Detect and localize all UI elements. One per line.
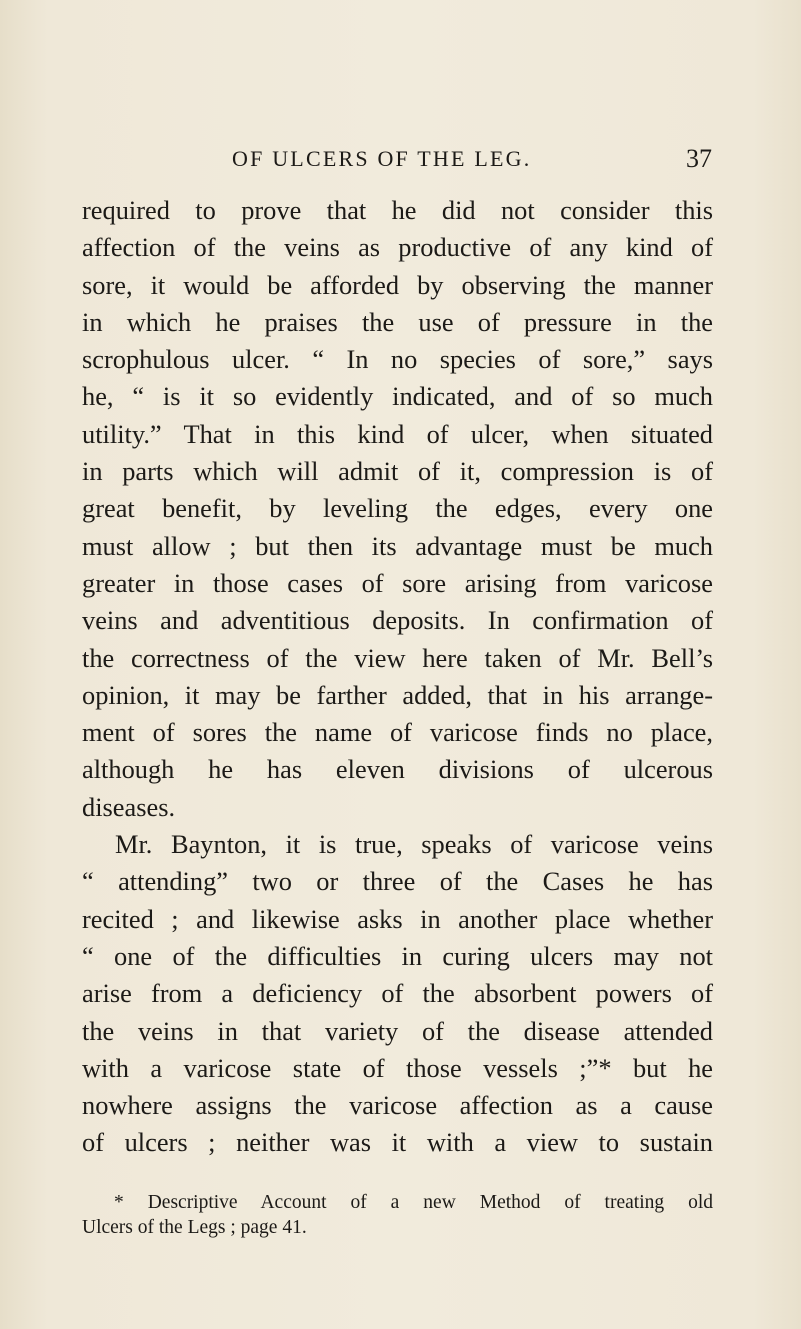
body-line-8: in parts which will admit of it, compression is of — [82, 456, 713, 487]
running-head — [232, 142, 712, 176]
body-line-4: in which he praises the use of pressure in the — [82, 306, 713, 337]
footnote-line-1: * Descriptive Account of a new Method of treating old — [114, 1192, 713, 1213]
running-title: OF ULCERS OF THE LEG. — [232, 146, 532, 171]
page-number: 37 — [686, 144, 712, 173]
body-line-7: utility.” That in this kind of ulcer, when situated — [82, 418, 713, 449]
body-line-9: great benefit, by leveling the edges, every one — [82, 493, 713, 524]
body-line-3: sore, it would be afforded by observing the manner — [82, 269, 713, 300]
body-line-5: scrophulous ulcer. “ In no species of sore,” says — [82, 344, 713, 375]
footnote-line-2: Ulcers of the Legs ; page 41. — [82, 1217, 307, 1238]
body-line-24: with a varicose state of those vessels ;”* but he — [82, 1052, 713, 1083]
body-line-1: required to prove that he did not consider this — [82, 195, 713, 225]
body-line-6: he, “ is it so evidently indicated, and of so much — [82, 381, 713, 412]
body-line-21: “ one of the difficulties in curing ulcers may not — [82, 940, 713, 971]
body-line-17: diseases. — [82, 791, 176, 822]
body-line-25: nowhere assigns the varicose affection as a cause — [82, 1090, 713, 1121]
body-line-16: although he has eleven divisions of ulcerous — [82, 754, 713, 785]
body-line-23: the veins in that variety of the disease attended — [82, 1015, 713, 1046]
body-line-10: must allow ; but then its advantage must be much — [82, 530, 713, 561]
body-line-13: the correctness of the view here taken of Mr. Bell’s — [82, 642, 713, 673]
footnote — [82, 1190, 713, 1240]
body-line-19: “ attending” two or three of the Cases he has — [82, 866, 713, 897]
body-line-2: affection of the veins as productive of any kind of — [82, 232, 713, 263]
body-line-18: Mr. Baynton, it is true, speaks of varicose veins — [115, 829, 713, 860]
body-line-26: of ulcers ; neither was it with a view to sustain — [82, 1127, 713, 1158]
body-line-15: ment of sores the name of varicose finds no place, — [82, 717, 713, 748]
body-line-11: greater in those cases of sore arising from varicose — [82, 567, 713, 598]
body-line-20: recited ; and likewise asks in another place whether — [82, 903, 713, 934]
body-line-12: veins and adventitious deposits. In confirmation of — [82, 605, 713, 636]
body-text — [82, 192, 713, 1162]
body-line-22: arise from a deficiency of the absorbent powers of — [82, 978, 713, 1009]
body-line-14: opinion, it may be farther added, that in his arrange- — [82, 679, 713, 710]
